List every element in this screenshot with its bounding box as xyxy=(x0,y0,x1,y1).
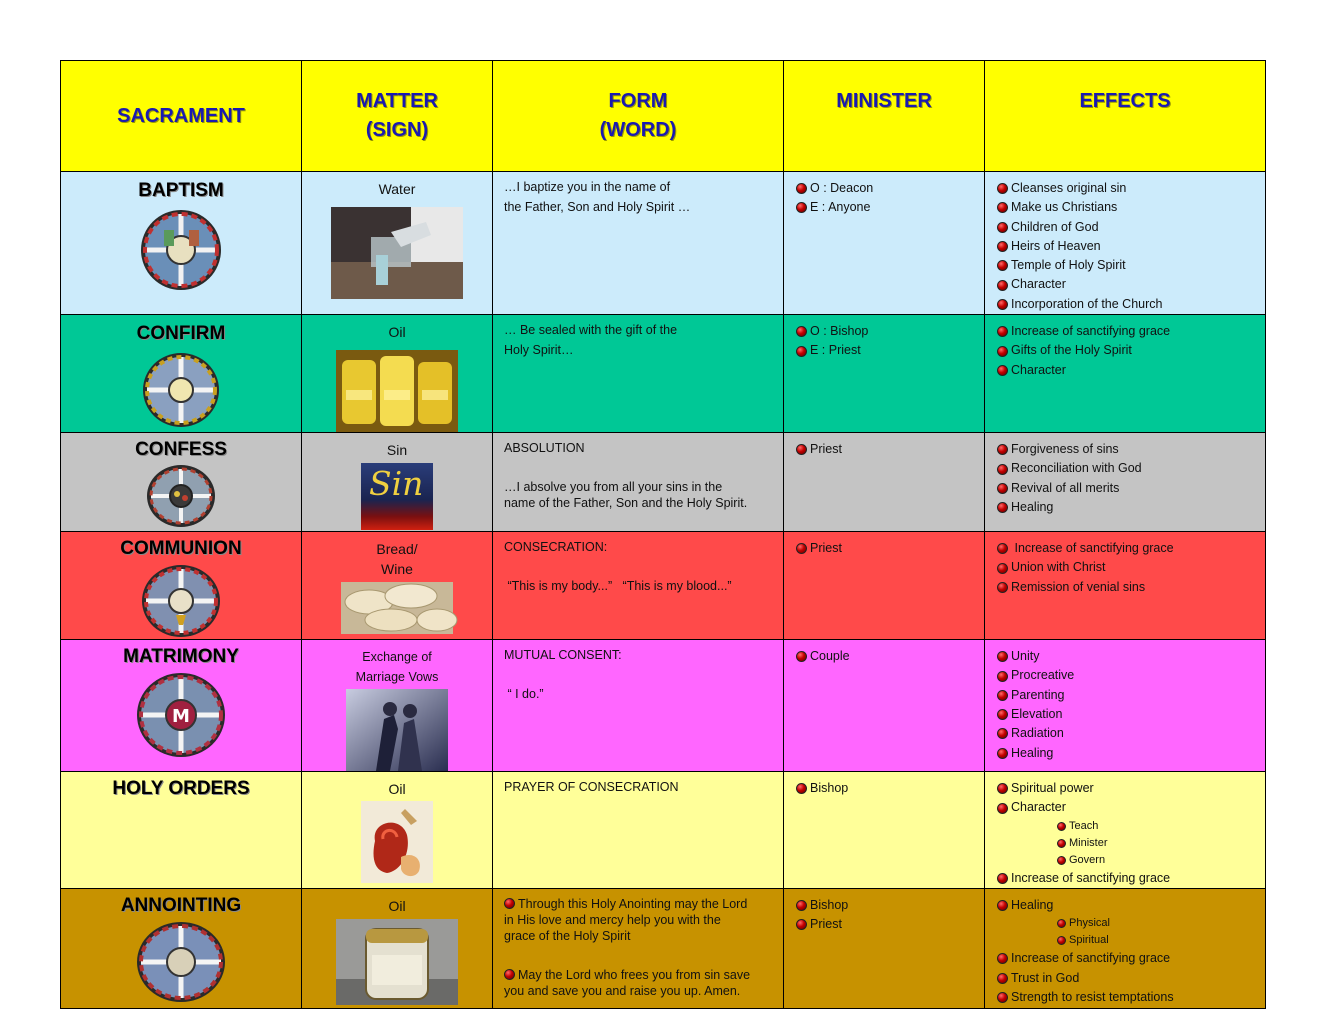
hosts-image xyxy=(341,582,453,634)
sacrament-cell xyxy=(61,172,302,315)
form-title: ABSOLUTION xyxy=(504,441,585,456)
bullet-icon xyxy=(997,326,1008,337)
bullet-icon xyxy=(796,783,807,794)
effects-list xyxy=(985,640,1265,763)
bullet-icon xyxy=(997,280,1008,291)
effects-list xyxy=(985,772,1265,888)
minister-list xyxy=(784,315,984,361)
list-item: Remission of venial sins xyxy=(997,578,1265,597)
list-item: Gifts of the Holy Spirit xyxy=(997,341,1265,360)
bullet-icon xyxy=(997,748,1008,759)
stained-glass-window-icon xyxy=(141,351,221,429)
water-pouring-image xyxy=(331,207,463,299)
minister-list xyxy=(784,772,984,798)
minister-cell xyxy=(784,433,985,532)
minister-cell xyxy=(784,315,985,433)
form-cell xyxy=(493,772,784,889)
sacraments-table xyxy=(60,60,1266,1009)
bullet-icon xyxy=(997,690,1008,701)
list-item: Forgiveness of sins xyxy=(997,440,1265,459)
effects-list xyxy=(985,315,1265,380)
list-item: Revival of all merits xyxy=(997,479,1265,498)
list-item: O : Deacon xyxy=(796,179,984,198)
bullet-icon xyxy=(796,919,807,930)
bullet-icon xyxy=(1057,822,1066,831)
matter-cell xyxy=(302,315,493,433)
form-cell xyxy=(493,433,784,532)
effects-cell xyxy=(985,640,1266,772)
bullet-icon xyxy=(1057,856,1066,865)
matter-cell xyxy=(302,640,493,772)
bullet-icon xyxy=(997,582,1008,593)
list-item: Healing xyxy=(997,744,1265,763)
header-effects: EFFECTS xyxy=(985,61,1266,172)
sacrament-name: MATRIMONY xyxy=(123,646,239,668)
stained-glass-window-icon xyxy=(140,563,222,639)
list-item: Increase of sanctifying grace xyxy=(997,869,1265,888)
list-item: Priest xyxy=(796,539,984,558)
bullet-icon xyxy=(997,260,1008,271)
form-line: Holy Spirit… xyxy=(504,343,574,358)
wedding-couple-image xyxy=(346,689,448,771)
row-baptism xyxy=(61,172,1266,315)
bullet-icon xyxy=(796,444,807,455)
matter-label: Oil xyxy=(388,897,406,914)
bullet-icon xyxy=(796,202,807,213)
sacrament-cell xyxy=(61,888,302,1008)
list-item: Spiritual xyxy=(997,932,1265,949)
bullet-icon xyxy=(1057,839,1066,848)
list-item: Priest xyxy=(796,915,984,934)
form-line: grace of the Holy Spirit xyxy=(504,928,631,943)
list-item: Character xyxy=(997,798,1265,817)
bullet-icon xyxy=(997,222,1008,233)
form-line: in His love and mercy help you with the xyxy=(504,912,721,927)
bullet-icon xyxy=(1057,936,1066,945)
bullet-icon xyxy=(997,444,1008,455)
effects-cell xyxy=(985,772,1266,889)
effects-list xyxy=(985,532,1265,597)
list-item: Procreative xyxy=(997,666,1265,685)
list-item: Physical xyxy=(997,915,1265,932)
bullet-icon xyxy=(997,992,1008,1003)
effects-cell xyxy=(985,172,1266,315)
list-item: Govern xyxy=(997,852,1265,869)
oil-anointing-image xyxy=(361,801,433,883)
matter-cell xyxy=(302,433,493,532)
matter-label: Exchange of Marriage Vows xyxy=(355,650,439,685)
list-item: O : Bishop xyxy=(796,322,984,341)
sin-image-text: Sin xyxy=(369,464,424,504)
minister-list xyxy=(784,172,984,218)
sacrament-cell xyxy=(61,772,302,889)
effects-list xyxy=(985,172,1265,314)
list-item: Couple xyxy=(796,647,984,666)
sacrament-cell xyxy=(61,433,302,532)
bullet-icon xyxy=(504,969,515,980)
list-item: Cleanses original sin xyxy=(997,179,1265,198)
list-item: Heirs of Heaven xyxy=(997,237,1265,256)
form-title: CONSECRATION: xyxy=(504,540,608,555)
bullet-icon xyxy=(997,873,1008,884)
form-line: “ I do.” xyxy=(504,687,544,702)
row-communion xyxy=(61,532,1266,640)
sacrament-name: CONFIRM xyxy=(136,323,226,345)
header-sacrament: SACRAMENT xyxy=(61,61,302,172)
list-item: Strength to resist temptations xyxy=(997,988,1265,1007)
sacrament-name: COMMUNION xyxy=(120,538,242,560)
sacrament-cell xyxy=(61,315,302,433)
header-minister: MINISTER xyxy=(784,61,985,172)
form-line: …I absolve you from all your sins in the xyxy=(504,480,723,495)
bullet-icon xyxy=(997,973,1008,984)
list-item: Healing xyxy=(997,498,1265,517)
row-holy-orders xyxy=(61,772,1266,889)
effects-cell xyxy=(985,315,1266,433)
bullet-icon xyxy=(997,464,1008,475)
bullet-icon xyxy=(796,326,807,337)
stained-glass-window-icon xyxy=(135,671,227,759)
matter-label: Oil xyxy=(388,781,406,798)
list-item: Reconciliation with God xyxy=(997,459,1265,478)
row-confess xyxy=(61,433,1266,532)
minister-list xyxy=(784,532,984,558)
matter-label: Oil xyxy=(388,324,406,341)
effects-cell xyxy=(985,532,1266,640)
bullet-icon xyxy=(997,365,1008,376)
list-item: Priest xyxy=(796,440,984,459)
bullet-icon xyxy=(796,543,807,554)
bullet-icon xyxy=(796,346,807,357)
list-item: Increase of sanctifying grace xyxy=(997,322,1265,341)
bullet-icon xyxy=(997,783,1008,794)
minister-list xyxy=(784,889,984,935)
sacraments-chart xyxy=(60,60,1265,1004)
form-cell xyxy=(493,532,784,640)
bullet-icon xyxy=(997,563,1008,574)
bullet-icon xyxy=(796,183,807,194)
list-item: Minister xyxy=(997,835,1265,852)
list-item: Teach xyxy=(997,818,1265,835)
form-cell xyxy=(493,315,784,433)
oil-jar-image xyxy=(336,919,458,1005)
sacrament-name: HOLY ORDERS xyxy=(112,778,250,800)
list-item: Temple of Holy Spirit xyxy=(997,256,1265,275)
bullet-icon xyxy=(997,502,1008,513)
effects-list xyxy=(985,433,1265,517)
bullet-icon xyxy=(997,543,1008,554)
minister-cell xyxy=(784,888,985,1008)
row-annointing xyxy=(61,888,1266,1008)
form-cell xyxy=(493,888,784,1008)
bullet-icon xyxy=(1057,919,1066,928)
effects-cell xyxy=(985,433,1266,532)
bullet-icon xyxy=(997,728,1008,739)
bullet-icon xyxy=(997,953,1008,964)
list-item: Character xyxy=(997,275,1265,294)
minister-cell xyxy=(784,532,985,640)
list-item: Make us Christians xyxy=(997,198,1265,217)
form-line: May the Lord who frees you from sin save xyxy=(504,967,773,983)
effects-list xyxy=(985,889,1265,1007)
sin-image xyxy=(361,463,433,530)
list-item: Character xyxy=(997,361,1265,380)
matter-cell xyxy=(302,532,493,640)
matter-cell xyxy=(302,888,493,1008)
minister-cell xyxy=(784,172,985,315)
header-row xyxy=(61,61,1266,172)
list-item: Increase of sanctifying grace xyxy=(997,949,1265,968)
row-confirm xyxy=(61,315,1266,433)
sacrament-name: BAPTISM xyxy=(138,180,224,201)
bullet-icon xyxy=(796,900,807,911)
bullet-icon xyxy=(997,299,1008,310)
matter-label: Sin xyxy=(386,442,408,459)
bullet-icon xyxy=(504,898,515,909)
header-form: FORM (WORD) xyxy=(493,61,784,172)
effects-cell xyxy=(985,888,1266,1008)
form-line: Through this Holy Anointing may the Lord xyxy=(504,896,773,912)
bullet-icon xyxy=(997,803,1008,814)
list-item: Unity xyxy=(997,647,1265,666)
list-item: E : Anyone xyxy=(796,198,984,217)
bullet-icon xyxy=(997,346,1008,357)
form-line: you and save you and raise you up. Amen. xyxy=(504,983,741,998)
bullet-icon xyxy=(997,651,1008,662)
oil-bottles-image xyxy=(336,350,458,432)
list-item: Spiritual power xyxy=(997,779,1265,798)
form-line: … Be sealed with the gift of the xyxy=(504,323,678,338)
stained-glass-window-icon xyxy=(135,920,227,1000)
list-item: Children of God xyxy=(997,218,1265,237)
form-cell xyxy=(493,640,784,772)
list-item: Trust in God xyxy=(997,969,1265,988)
form-line: …I baptize you in the name of xyxy=(504,180,671,194)
bullet-icon xyxy=(997,709,1008,720)
form-line: name of the Father, Son and the Holy Spirit. xyxy=(504,496,748,511)
sacrament-name: CONFESS xyxy=(135,439,227,461)
bullet-icon xyxy=(997,900,1008,911)
list-item: Bishop xyxy=(796,779,984,798)
form-line: the Father, Son and Holy Spirit … xyxy=(504,200,691,214)
svg-text:M: M xyxy=(172,706,190,728)
stained-glass-window-icon xyxy=(139,208,223,292)
sacrament-name: ANNOINTING xyxy=(120,894,242,916)
list-item: Increase of sanctifying grace xyxy=(997,539,1265,558)
matter-label: Bread/ Wine xyxy=(376,541,418,578)
list-item: Radiation xyxy=(997,724,1265,743)
matter-label: Water xyxy=(378,181,416,197)
minister-cell xyxy=(784,772,985,889)
bullet-icon xyxy=(997,241,1008,252)
sacrament-cell xyxy=(61,640,302,772)
minister-list xyxy=(784,433,984,459)
bullet-icon xyxy=(997,202,1008,213)
list-item: Healing xyxy=(997,896,1265,915)
matter-cell xyxy=(302,772,493,889)
stained-glass-window-icon xyxy=(145,464,217,528)
bullet-icon xyxy=(997,671,1008,682)
list-item: Parenting xyxy=(997,686,1265,705)
sacrament-cell xyxy=(61,532,302,640)
bullet-icon xyxy=(997,183,1008,194)
bullet-icon xyxy=(997,483,1008,494)
header-matter: MATTER (SIGN) xyxy=(302,61,493,172)
list-item: Bishop xyxy=(796,896,984,915)
minister-list xyxy=(784,640,984,666)
bullet-icon xyxy=(796,651,807,662)
list-item: Union with Christ xyxy=(997,558,1265,577)
form-title: PRAYER OF CONSECRATION xyxy=(504,780,679,795)
matter-cell xyxy=(302,172,493,315)
list-item: E : Priest xyxy=(796,341,984,360)
form-cell xyxy=(493,172,784,315)
list-item: Incorporation of the Church xyxy=(997,295,1265,314)
minister-cell xyxy=(784,640,985,772)
form-title: MUTUAL CONSENT: xyxy=(504,648,622,663)
form-line: “This is my body...” “This is my blood...” xyxy=(504,579,732,594)
row-matrimony xyxy=(61,640,1266,772)
list-item: Elevation xyxy=(997,705,1265,724)
